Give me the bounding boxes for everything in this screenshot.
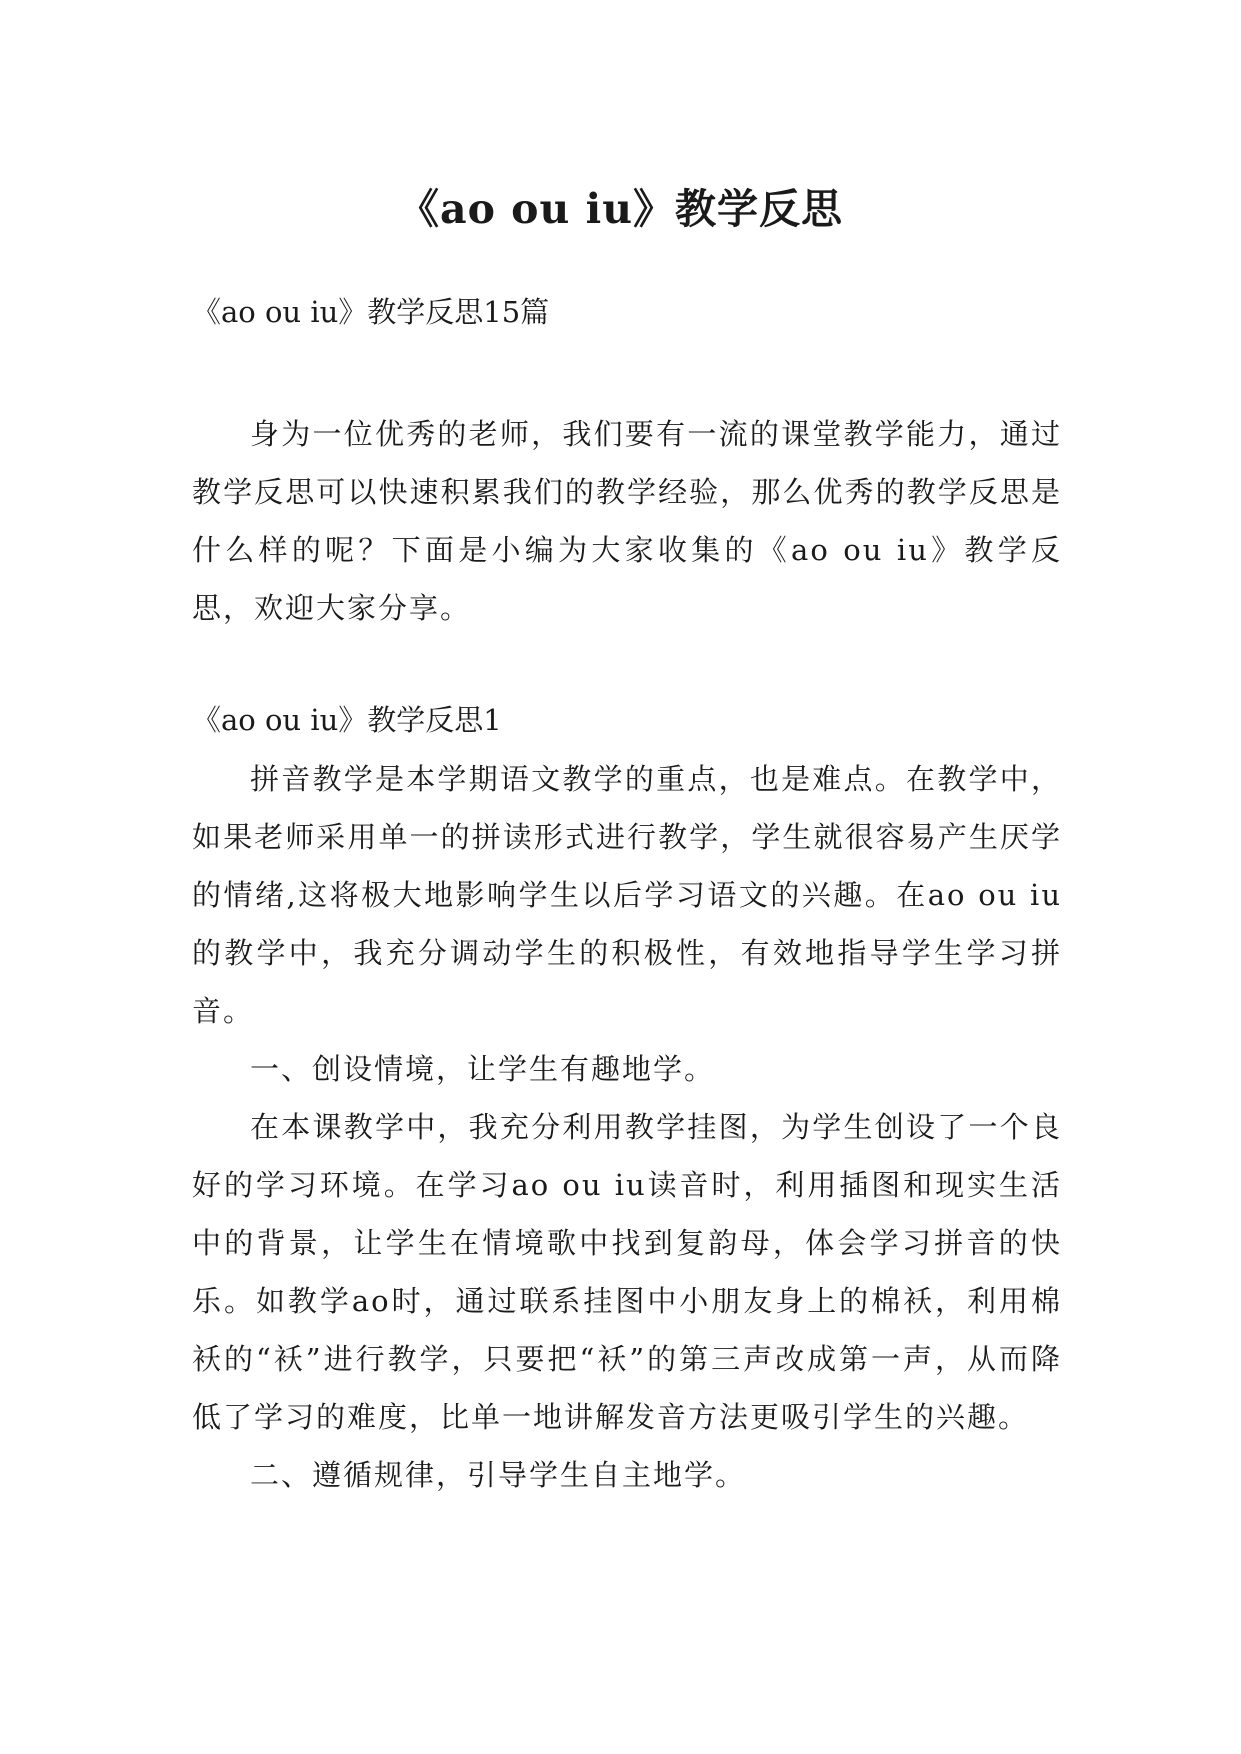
section-body [192, 750, 1062, 1504]
body-paragraph: 在本课教学中，我充分利用教学挂图，为学生创设了一个良好的学习环境。在学习ao ou iu读音时，利用插图和现实生活中的背景，让学生在情境歌中找到复韵母，体会学习拼音的快乐。如教学ao时，通过联系挂图中小朋友身上的棉袄，利用棉袄的“袄”进行教学，只要把“袄”的第三声改成第一声，从而降低了学习的难度，比单一地讲解发音方法更吸引学生的兴趣。 [192, 1110, 1062, 1434]
document-title: 《ao ou iu》教学反思 [398, 185, 843, 234]
body-paragraph-heading-2: 二、遵循规律，引导学生自主地学。 [250, 1458, 747, 1492]
intro-block [192, 405, 1062, 637]
document-subtitle: 《ao ou iu》教学反思15篇 [192, 295, 550, 329]
body-paragraph-heading-1: 一、创设情境，让学生有趣地学。 [250, 1052, 716, 1086]
intro-paragraph: 身为一位优秀的老师，我们要有一流的课堂教学能力，通过教学反思可以快速积累我们的教学经验，那么优秀的教学反思是什么样的呢？下面是小编为大家收集的《ao ou iu》教学反思，欢迎大家分享。 [192, 417, 1062, 625]
body-paragraph: 拼音教学是本学期语文教学的重点，也是难点。在教学中，如果老师采用单一的拼读形式进行教学，学生就很容易产生厌学的情绪,这将极大地影响学生以后学习语文的兴趣。在ao ou iu的教学中，我充分调动学生的积极性，有效地指导学生学习拼音。 [192, 762, 1062, 1028]
section-heading: 《ao ou iu》教学反思1 [192, 703, 502, 737]
